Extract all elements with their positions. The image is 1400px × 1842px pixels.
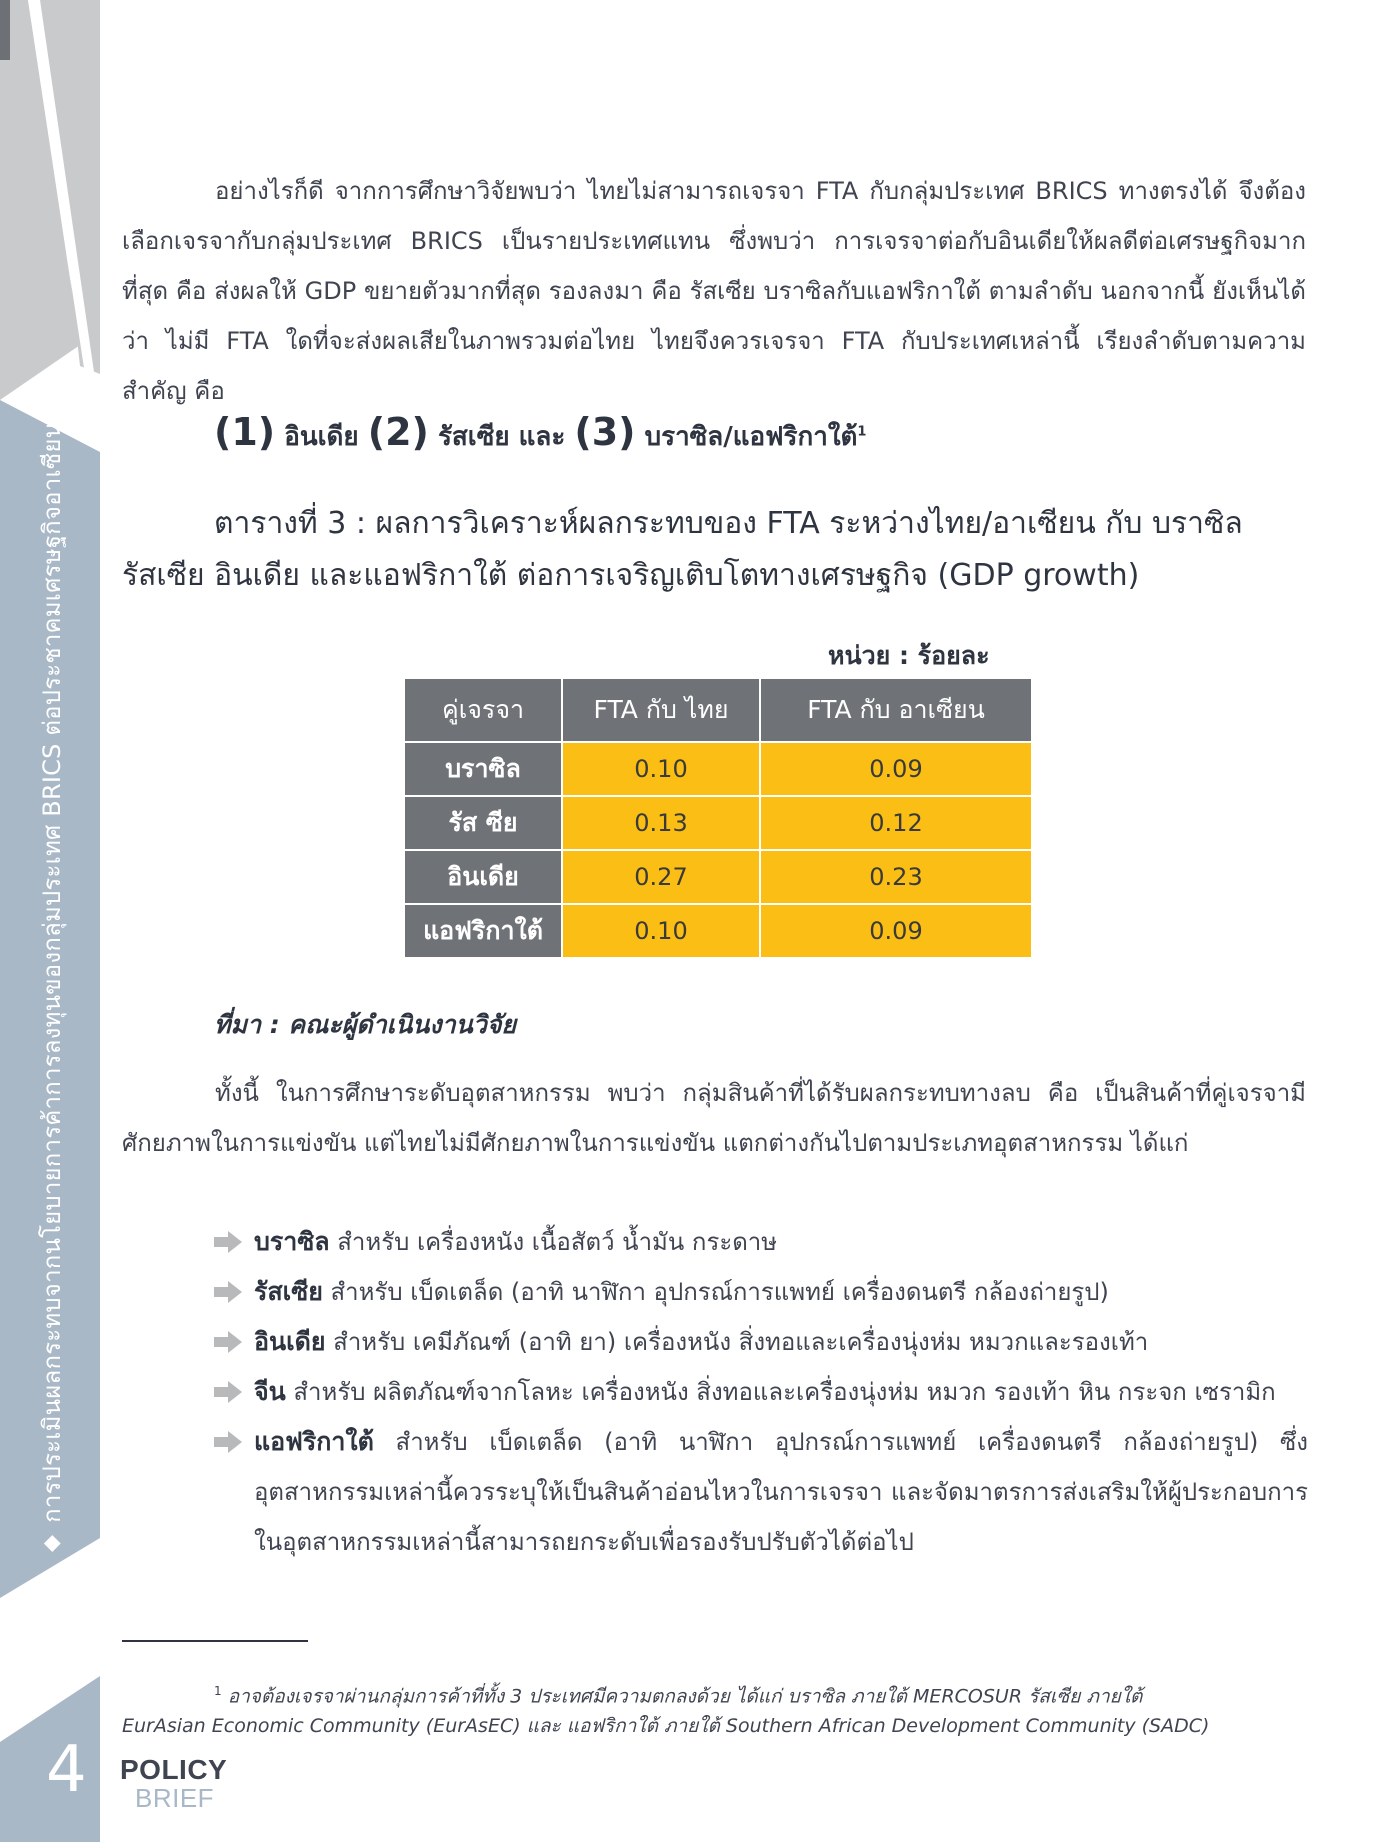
rank-number-2: (2) [367, 410, 429, 454]
bullet-country: รัสเซีย [254, 1277, 323, 1306]
footnote-text-1: อาจต้องเจรจาผ่านกลุ่มการค้าที่ทั้ง 3 ประเทศมีความตกลงด้วย ได้แก่ บราซิล ภายใต้ MERCOSUR รัสเซีย ภายใต้ [227, 1685, 1143, 1708]
list-item [214, 1417, 1308, 1567]
list-item [214, 1267, 1308, 1317]
bullet-text: สำหรับ ผลิตภัณฑ์จากโลหะ เครื่องหนัง สิ่งทอและเครื่องนุ่งห่ม หมวก รองเท้า หิน กระจก เซรามิก [285, 1378, 1276, 1406]
cell-thai: 0.13 [562, 796, 760, 850]
header-partner: คู่เจรจา [404, 678, 562, 742]
list-item [214, 1367, 1308, 1417]
bullet-text: สำหรับ เบ็ดเตล็ด (อาทิ นาฬิกา อุปกรณ์การแพทย์ เครื่องดนตรี กล้องถ่ายรูป) ซึ่งอุตสาหกรรมเหล่านี้ควรระบุให้เป็นสินค้าอ่อนไหวในการเจรจา และจัดมาตรการส่งเสริมให้ผู้ประกอบการในอุตสาหกรรมเหล่านี้สามารถยกระดับเพื่อรองรับปรับตัวได้ต่อไป [254, 1428, 1308, 1556]
arrow-right-icon [214, 1231, 242, 1253]
list-item [214, 1217, 1308, 1267]
brand-line-1: POLICY [120, 1754, 228, 1785]
cell-thai: 0.10 [562, 742, 760, 796]
intro-paragraph: อย่างไรก็ดี จากการศึกษาวิจัยพบว่า ไทยไม่สามารถเจรจา FTA กับกลุ่มประเทศ BRICS ทางตรงได้ จึงต้องเลือกเจรจากับกลุ่มประเทศ BRICS เป็นรายประเทศแทน ซึ่งพบว่า การเจรจาต่อกับอินเดียให้ผลดีต่อเศรษฐกิจมากที่สุด คือ ส่งผลให้ GDP ขยายตัวมากที่สุด รองลงมา คือ รัสเซีย บราซิลกับแอฟริกาใต้ ตามลำดับ นอกจากนี้ ยังเห็นได้ว่า ไม่มี FTA ใดที่จะส่งผลเสียในภาพรวมต่อไทย ไทยจึงควรเจรจา FTA กับประเทศเหล่านี้ เรียงลำดับตามความสำคัญ คือ [122, 177, 1306, 405]
table-row [404, 796, 1032, 850]
cell-asean: 0.12 [760, 796, 1032, 850]
row-partner: แอฟริกาใต้ [404, 904, 562, 958]
bullet-country: แอฟริกาใต้ [254, 1427, 374, 1456]
footnote-line-1 [122, 1676, 1306, 1711]
arrow-right-icon [214, 1431, 242, 1453]
header-fta-thai: FTA กับ ไทย [562, 678, 760, 742]
row-partner: รัส ซีย [404, 796, 562, 850]
bullet-country: จีน [254, 1377, 286, 1406]
side-title-text: การประเมินผลกระทบจากนโยบายการค้าการลงทุนของกลุ่มประเทศ BRICS ต่อประชาคมเศรษฐกิจอาเซียน [37, 421, 66, 1523]
header-fta-asean: FTA กับ อาเซียน [760, 678, 1032, 742]
cell-thai: 0.10 [562, 904, 760, 958]
arrow-right-icon [214, 1331, 242, 1353]
footnote-divider [122, 1640, 308, 1642]
row-partner: อินเดีย [404, 850, 562, 904]
arrow-right-icon [214, 1281, 242, 1303]
bullet-text: สำหรับ เครื่องหนัง เนื้อสัตว์ น้ำมัน กระดาษ [329, 1228, 778, 1256]
rank-country-1: อินเดีย [284, 422, 359, 452]
table-header-row [404, 678, 1032, 742]
unit-label: หน่วย : ร้อยละ [828, 641, 990, 670]
cell-asean: 0.09 [760, 742, 1032, 796]
intro-section [122, 166, 1306, 416]
rank-number-3: (3) [574, 410, 636, 454]
industry-bullet-list [214, 1217, 1308, 1567]
rank-country-2: รัสเซีย และ [437, 422, 566, 452]
bullet-country: อินเดีย [254, 1327, 326, 1356]
rank-country-3: บราซิล/แอฟริกาใต้ [644, 422, 858, 452]
list-item [214, 1317, 1308, 1367]
table-title: ตารางที่ 3 : ผลการวิเคราะห์ผลกระทบของ FTA ระหว่างไทย/อาเซียน กับ บราซิล รัสเซีย อินเดีย และแอฟริกาใต้ ต่อการเจริญเติบโตทางเศรษฐกิจ (GDP growth) [122, 506, 1243, 593]
table-row [404, 850, 1032, 904]
diamond-icon: ◆ [38, 1534, 64, 1552]
footnote-line-2: EurAsian Economic Community (EurAsEC) และ แอฟริกาใต้ ภายใต้ Southern African Development Community (SADC) [122, 1715, 1210, 1738]
cell-thai: 0.27 [562, 850, 760, 904]
priority-ranking [214, 410, 866, 457]
bullet-country: บราซิล [254, 1227, 330, 1256]
rank-number-1: (1) [214, 410, 276, 454]
bullet-text: สำหรับ เคมีภัณฑ์ (อาทิ ยา) เครื่องหนัง สิ่งทอและเครื่องนุ่งห่ม หมวกและรองเท้า [325, 1328, 1149, 1356]
policy-brief-logo [120, 1756, 227, 1811]
industry-section [122, 1068, 1306, 1168]
cell-asean: 0.23 [760, 850, 1032, 904]
gdp-impact-table [403, 677, 1033, 959]
footnote-number: 1 [214, 1684, 222, 1698]
arrow-right-icon [214, 1381, 242, 1403]
brand-line-2: BRIEF [135, 1783, 215, 1813]
table-row [404, 904, 1032, 958]
bullet-text: สำหรับ เบ็ดเตล็ด (อาทิ นาฬิกา อุปกรณ์การแพทย์ เครื่องดนตรี กล้องถ่ายรูป) [322, 1278, 1109, 1306]
table-row [404, 742, 1032, 796]
cell-asean: 0.09 [760, 904, 1032, 958]
side-running-title [28, 421, 74, 1552]
page-number: 4 [46, 1733, 87, 1807]
industry-paragraph: ทั้งนี้ ในการศึกษาระดับอุตสาหกรรม พบว่า กลุ่มสินค้าที่ได้รับผลกระทบทางลบ คือ เป็นสินค้าที่คู่เจรจามีศักยภาพในการแข่งขัน แต่ไทยไม่มีศักยภาพในการแข่งขัน แตกต่างกันไปตามประเภทอุตสาหกรรม ได้แก่ [122, 1079, 1306, 1157]
row-partner: บราซิล [404, 742, 562, 796]
footnote-ref: 1 [857, 424, 867, 440]
table-source: ที่มา : คณะผู้ดำเนินงานวิจัย [214, 1010, 517, 1039]
footnote [122, 1676, 1306, 1741]
